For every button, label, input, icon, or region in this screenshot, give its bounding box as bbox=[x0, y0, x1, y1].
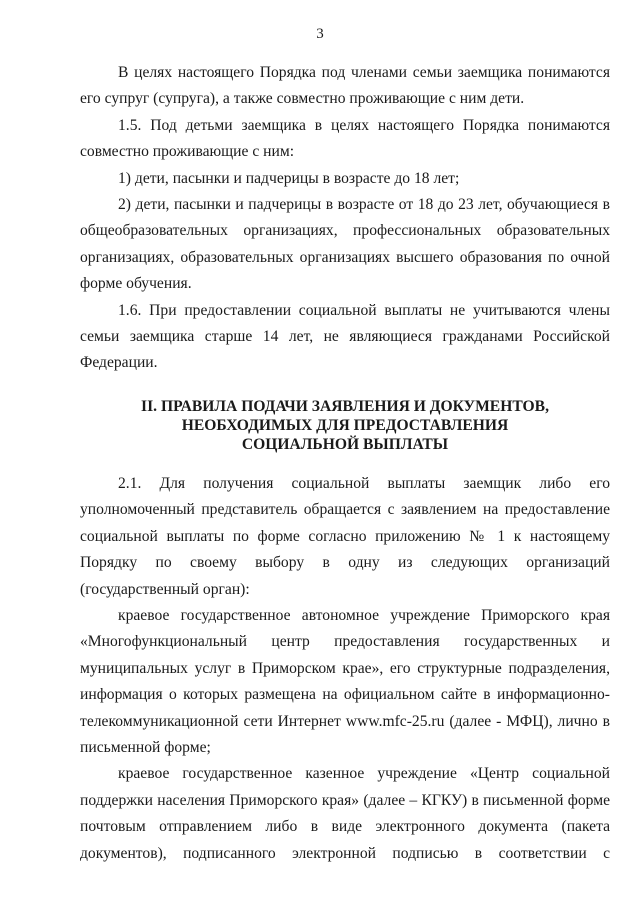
paragraph-mfc: краевое государственное автономное учреждение Приморского края «Многофункциональный центр предоставления государственных и муниципальных услуг в Приморском крае», его структурные подразделения, информация о которых размещена на официальном сайте в информационно-телекоммуникационной сети Интернет www.mfc-25.ru (далее - МФЦ), лично в письменной форме; bbox=[80, 606, 610, 756]
section-heading-line-1: II. ПРАВИЛА ПОДАЧИ ЗАЯВЛЕНИЯ И ДОКУМЕНТОВ, bbox=[141, 397, 549, 415]
section-heading-line-3: СОЦИАЛЬНОЙ ВЫПЛАТЫ bbox=[241, 435, 449, 453]
section-heading-line-2: НЕОБХОДИМЫХ ДЛЯ ПРЕДОСТАВЛЕНИЯ bbox=[181, 416, 509, 434]
list-item-1: 1) дети, пасынки и падчерицы в возрасте до 18 лет; bbox=[118, 169, 460, 187]
list-item-2: 2) дети, пасынки и падчерицы в возрасте от 18 до 23 лет, обучающиеся в общеобразовательных организациях, профессиональных образовательных организациях, образовательных организациях высшего образования по очной форме обучения. bbox=[80, 196, 610, 293]
paragraph-1-5: 1.5. Под детьми заемщика в целях настоящего Порядка понимаются совместно проживающие с ним: bbox=[80, 116, 610, 161]
paragraph-family-members: В целях настоящего Порядка под членами семьи заемщика понимаются его супруг (супруга), а также совместно проживающие с ним дети. bbox=[80, 64, 610, 108]
document-body bbox=[80, 60, 610, 867]
paragraph-kgku: краевое государственное казенное учреждение «Центр социальной поддержки населения Приморского края» (далее – КГКУ) в письменной форме почтовым отправлением либо в виде электронного документа (пакета документов), подписанного электронной подписью в соответствии с bbox=[80, 765, 610, 862]
paragraph-1-6: 1.6. При предоставлении социальной выплаты не учитываются члены семьи заемщика старше 14 лет, не являющиеся гражданами Российской Федерации. bbox=[80, 301, 610, 372]
paragraph-2-1: 2.1. Для получения социальной выплаты заемщик либо его уполномоченный представитель обращается с заявлением на предоставление социальной выплаты по форме согласно приложению № 1 к настоящему Порядку по своему выбору в одну из следующих организаций (государственный орган): bbox=[80, 474, 610, 598]
section-heading bbox=[80, 397, 610, 454]
page-number: 3 bbox=[316, 26, 324, 42]
